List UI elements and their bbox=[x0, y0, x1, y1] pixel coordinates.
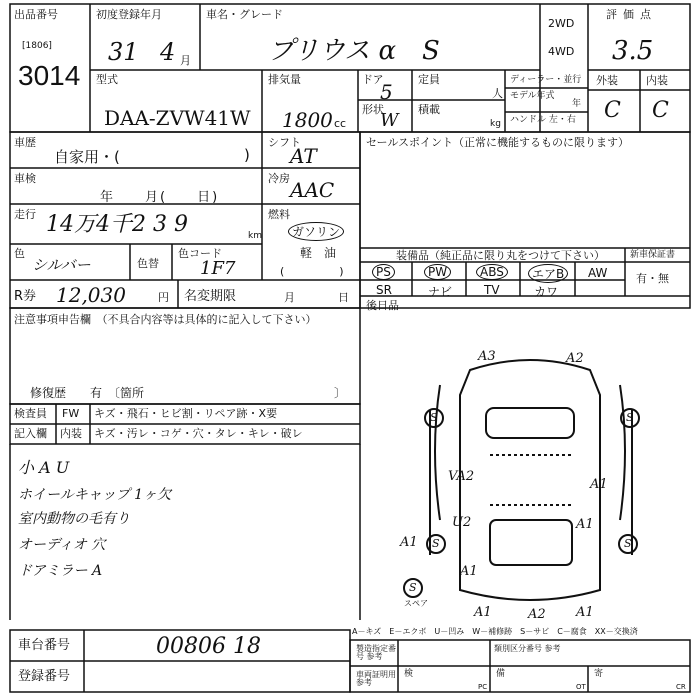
fw-items: キズ・飛石・ヒビ割・リペア跡・X要 bbox=[94, 407, 278, 420]
damage-mark: VA2 bbox=[448, 469, 475, 484]
id-label: 車両証明用 参考 bbox=[356, 670, 396, 687]
doors-label: ドア bbox=[362, 73, 384, 86]
equip-ps: PS bbox=[372, 264, 395, 280]
recycle-label: R券 bbox=[14, 289, 37, 304]
fuel-paren: ( ) bbox=[280, 265, 344, 278]
damage-mark: A1 bbox=[474, 605, 492, 620]
year-unit: 年 bbox=[572, 99, 582, 109]
chassis-value: 00806 18 bbox=[156, 634, 261, 659]
fuel-diesel: 軽 油 bbox=[300, 246, 337, 260]
cr-label: CR bbox=[676, 683, 686, 691]
recycle-value: 12,030 bbox=[56, 283, 126, 307]
damage-mark: A2 bbox=[566, 351, 584, 366]
equip-sr: SR bbox=[376, 283, 392, 297]
history-close: ) bbox=[244, 146, 250, 164]
ac-value: AAC bbox=[290, 178, 335, 202]
interior-grade: C bbox=[652, 98, 669, 123]
lot-label: 出品番号 bbox=[14, 8, 58, 21]
equipment-title: 装備品（純正品に限り丸をつけて下さい） bbox=[396, 249, 605, 262]
name-change-label: 名変期限 bbox=[184, 289, 237, 304]
reg-month: 4 bbox=[160, 38, 176, 66]
first-reg-label: 初度登録年月 bbox=[96, 8, 162, 21]
displacement-value: 1800 bbox=[282, 108, 333, 132]
damage-mark: A1 bbox=[576, 605, 594, 620]
shape-label: 形状 bbox=[362, 103, 384, 116]
history-value: 自家用・( bbox=[54, 148, 120, 166]
class-label: 類別区分番号 参考 bbox=[494, 644, 561, 653]
warranty-value: 有・無 bbox=[636, 272, 669, 285]
inspection-value: 年 月( 日) bbox=[100, 190, 220, 205]
inspector-label: 検査員 bbox=[14, 407, 47, 420]
month-unit: 月 bbox=[180, 54, 191, 67]
inspect-label: 検 bbox=[404, 669, 414, 679]
damage-mark: S bbox=[430, 411, 438, 424]
person-unit: 人 bbox=[492, 87, 503, 100]
doors-value: 5 bbox=[380, 80, 393, 104]
damage-mark: S bbox=[432, 537, 440, 550]
equip-navi: ナビ bbox=[428, 285, 453, 299]
fw-label: FW bbox=[62, 407, 80, 420]
warranty-label: 新車保証書 bbox=[630, 250, 676, 260]
equip-aw: AW bbox=[588, 266, 608, 280]
mileage-label: 走行 bbox=[14, 208, 36, 221]
damage-mark: U2 bbox=[452, 515, 472, 530]
color-value: シルバー bbox=[32, 256, 91, 274]
name-change-day: 日 bbox=[338, 291, 349, 304]
lot-number: 3014 bbox=[18, 60, 81, 91]
drive-2wd: 2WD bbox=[548, 17, 575, 30]
inspection-label: 車検 bbox=[14, 172, 36, 185]
chassis-label: 車台番号 bbox=[18, 638, 71, 653]
history-label: 車歴 bbox=[14, 136, 36, 149]
yen-unit: 円 bbox=[158, 291, 169, 304]
dealer-label: ディーラー・並行 bbox=[510, 75, 582, 85]
kg-unit: kg bbox=[490, 119, 501, 129]
note-line: ドアミラー A bbox=[18, 563, 103, 579]
note-line: ホイールキャップ 1ヶ欠 bbox=[18, 487, 172, 503]
rear-seat-label: 後日品 bbox=[366, 299, 399, 312]
n-label: 寄 bbox=[594, 669, 604, 679]
entry-label: 記入欄 bbox=[14, 427, 47, 440]
exterior-label: 外装 bbox=[596, 74, 618, 87]
fuel-gasoline: ガソリン bbox=[288, 222, 344, 241]
repair-label: 修復歴 有 〔箇所 bbox=[30, 386, 145, 400]
ac-label: 冷房 bbox=[268, 172, 290, 185]
color-label: 色 bbox=[14, 247, 25, 260]
damage-mark: A1 bbox=[460, 564, 478, 579]
repair-close: 〕 bbox=[334, 386, 347, 400]
rem-label: 備 bbox=[496, 669, 506, 679]
interior-items: キズ・汚レ・コゲ・穴・タレ・キレ・破レ bbox=[94, 427, 303, 440]
equip-pw: PW bbox=[424, 264, 451, 280]
lot-sub: [1806] bbox=[22, 41, 52, 51]
damage-mark: S bbox=[626, 411, 634, 424]
notes-label: 注意事項申告欄 （不具合内容等は具体的に記入して下さい） bbox=[14, 313, 317, 326]
pc-label: PC bbox=[478, 683, 488, 691]
name-label: 車名・グレード bbox=[206, 8, 283, 21]
shift-label: シフト bbox=[268, 136, 301, 149]
color-code-label: 色コード bbox=[178, 247, 222, 260]
score-value: 3.5 bbox=[612, 36, 654, 66]
shift-value: AT bbox=[290, 144, 317, 168]
handle-label: ハンドル 左・右 bbox=[510, 115, 576, 125]
mileage-value: 14万4千2 3 9 bbox=[46, 212, 188, 237]
name-change-month: 月 bbox=[284, 291, 295, 304]
damage-mark: A1 bbox=[400, 535, 418, 550]
km-unit: km bbox=[248, 231, 262, 241]
equip-airbag: エアB bbox=[528, 264, 568, 283]
damage-mark: A1 bbox=[576, 517, 594, 532]
damage-mark: S bbox=[624, 537, 632, 550]
capacity-label: 定員 bbox=[418, 73, 440, 86]
reg-no-label: 登録番号 bbox=[18, 669, 71, 684]
note-line: 室内動物の毛有り bbox=[18, 511, 130, 527]
load-label: 積載 bbox=[418, 103, 440, 116]
car-name: プリウス α S bbox=[268, 36, 440, 66]
ot-label: OT bbox=[576, 683, 586, 691]
equip-tv: TV bbox=[484, 283, 500, 297]
model-year-label: モデル年式 bbox=[510, 91, 555, 101]
color-change-label: 色替 bbox=[137, 257, 159, 270]
shape-value: W bbox=[380, 110, 399, 131]
model-label: 型式 bbox=[96, 73, 118, 86]
damage-mark: S bbox=[409, 581, 417, 594]
equip-abs: ABS bbox=[476, 264, 508, 280]
score-label: 評価点 bbox=[606, 8, 657, 21]
damage-legend: A－キズ E－エクボ U－凹み W－補修跡 S－サビ C－腐食 XX－交換済 bbox=[352, 627, 638, 636]
interior-items-label: 内装 bbox=[60, 427, 82, 440]
sales-point-label: セールスポイント（正常に機能するものに限ります） bbox=[366, 136, 630, 149]
exterior-grade: C bbox=[604, 98, 621, 123]
equip-leather: カワ bbox=[534, 285, 559, 299]
note-line: オーディオ 穴 bbox=[18, 537, 106, 553]
color-code: 1F7 bbox=[200, 258, 236, 279]
displacement-label: 排気量 bbox=[268, 73, 301, 86]
damage-mark: A2 bbox=[528, 607, 546, 622]
damage-mark: A1 bbox=[590, 477, 608, 492]
model-code: DAA-ZVW41W bbox=[104, 106, 251, 130]
spare-label: スペア bbox=[404, 599, 428, 608]
reg-year: 31 bbox=[108, 38, 139, 66]
drive-4wd: 4WD bbox=[548, 45, 575, 58]
cc-unit: cc bbox=[334, 117, 347, 130]
cert-label: 製造指定番号 参考 bbox=[356, 644, 396, 661]
note-line: 小 A U bbox=[18, 458, 70, 477]
interior-label: 内装 bbox=[646, 74, 668, 87]
damage-mark: A3 bbox=[478, 349, 496, 364]
fuel-label: 燃料 bbox=[268, 208, 290, 221]
